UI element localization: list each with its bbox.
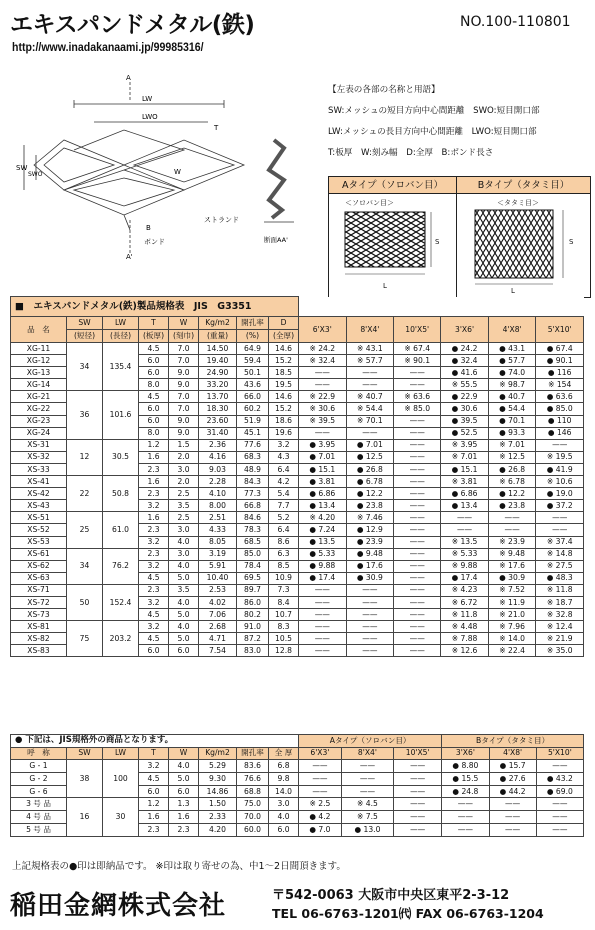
website-url[interactable]: http://www.inadakanaami.jp/99985316/ (12, 40, 204, 54)
col-name: 品 名 (11, 317, 67, 343)
table2-caption: ● 下記は、JIS規格外の商品となります。 (11, 735, 299, 748)
page-title: エキスパンドメタル(鉄) (10, 12, 255, 38)
type-a-panel: ＜ソロバン目＞ S L (329, 194, 457, 297)
label-section: 断面AA' (264, 236, 288, 244)
terms-row-2: LW:メッシュの長目方向中心間距離 LWO:短目開口部 (328, 127, 537, 137)
table-row: G - 1 38 100 3.2 4.0 5.29 83.6 6.8 —— —— —— ● 8.80 ● 15.7 —— (11, 760, 584, 773)
table-row: XG-11 34 135.4 4.5 7.0 14.50 64.9 14.6 ※ 24.2 ※ 43.1 ※ 67.4 ● 24.2 ● 43.1 ● 67.4 (11, 343, 584, 355)
label-sw: SW (16, 164, 28, 172)
label-lwo: LWO (142, 113, 158, 121)
col-b-2: 4'X8' (488, 317, 536, 343)
col-a-1: 6'X3' (299, 317, 347, 343)
table-row: XS-33 2.3 3.0 9.03 48.9 6.4 ● 15.1 ● 26.8 —— ● 15.1 ● 26.8 ● 41.9 (11, 463, 584, 475)
terms-legend (328, 80, 540, 164)
table-row: 5 号 品 2.3 2.3 4.20 60.0 6.0 ● 7.0 ● 13.0 —— —— —— —— (11, 823, 584, 836)
table-row: XS-82 4.5 5.0 4.71 87.2 10.5 —— —— —— ※ 7.88 ※ 14.0 ※ 21.9 (11, 633, 584, 645)
col-d: D (269, 317, 299, 330)
table-row: G - 6 6.0 6.0 14.86 68.8 14.0 —— —— —— ● 24.8 ● 44.2 ● 69.0 (11, 785, 584, 798)
table-row: XS-81 75 203.2 3.2 4.0 2.68 91.0 8.3 —— —— —— ※ 4.48 ※ 7.96 ※ 12.4 (11, 621, 584, 633)
table-row: XS-61 34 76.2 2.3 3.0 3.19 85.0 6.3 ● 5.33 ● 9.48 —— ※ 5.33 ※ 9.48 ※ 14.8 (11, 548, 584, 560)
spec-table2-body (11, 760, 584, 837)
table-row: XG-14 8.0 9.0 33.20 43.6 19.5 —— —— —— ※ 55.5 ※ 98.7 ※ 154 (11, 379, 584, 391)
col-a-3: 10'X5' (394, 317, 441, 343)
col-b-1: 3'X6' (441, 317, 489, 343)
label-strand: ストランド (204, 216, 239, 224)
table-row: XS-51 25 61.0 1.6 2.5 2.51 84.6 5.2 ※ 4.20 ※ 7.46 —— —— —— —— (11, 512, 584, 524)
table-row: XS-62 3.2 4.0 5.91 78.4 8.5 ● 9.88 ● 17.6 —— ※ 9.88 ※ 17.6 ※ 27.5 (11, 560, 584, 572)
mesh-diagram (14, 70, 314, 260)
table-row: XS-53 3.2 4.0 8.05 68.5 8.6 ● 13.5 ● 23.9 —— ※ 13.5 ※ 23.9 ※ 37.4 (11, 536, 584, 548)
table-row: XG-21 36 101.6 4.5 7.0 13.70 66.0 14.6 ※ 22.9 ※ 40.7 ※ 63.6 ● 22.9 ● 40.7 ● 63.6 (11, 391, 584, 403)
company-address: 〒542-0063 大阪市中央区東平2-3-12 (272, 888, 510, 903)
type-b-header: Bタイプ（タタミ目） (457, 177, 590, 194)
label-t: T (214, 124, 219, 132)
col-lw: LW (103, 317, 139, 330)
table-row: XS-71 50 152.4 2.3 3.5 2.53 89.7 7.3 —— —— —— ※ 4.23 ※ 7.52 ※ 11.8 (11, 584, 584, 596)
table-row: XS-72 3.2 4.0 4.02 86.0 8.4 —— —— —— ※ 6.72 ※ 11.9 ※ 18.7 (11, 596, 584, 608)
col-kg: Kg/m2 (199, 317, 237, 330)
table2-type-b: Bタイプ（タタミ目） (442, 735, 584, 748)
col-open: 開孔率 (237, 317, 269, 330)
terms-row-3: T:板厚 W:刻み幅 D:全厚 B:ボンド長さ (328, 148, 494, 158)
col-sw: SW (67, 317, 103, 330)
table-row: XS-42 2.3 2.5 4.10 77.3 5.4 ● 6.86 ● 12.2 —— ● 6.86 ● 12.2 ● 19.0 (11, 488, 584, 500)
table-row: XS-63 4.5 5.0 10.40 69.5 10.9 ● 17.4 ● 30.9 —— ● 17.4 ● 30.9 ● 48.3 (11, 572, 584, 584)
table-row: XS-52 2.3 3.0 4.33 78.3 6.4 ● 7.24 ● 12.9 —— —— —— —— (11, 524, 584, 536)
table-row: 4 号 品 1.6 1.6 2.33 70.0 4.0 ● 4.2 ※ 7.5 —— —— —— —— (11, 811, 584, 824)
label-swo: SWO (28, 171, 43, 178)
table-caption: ■ エキスパンドメタル(鉄)製品規格表 JIS G3351 (11, 297, 299, 317)
spec-table-non-jis: ● 下記は、JIS規格外の商品となります。 Aタイプ（ソロバン目） Bタイプ（タタミ目） 呼 称 SW LW T W Kg/m2 開孔率 全 厚 6'X3' 8'X4' 10'X5' 3'X6' 4'X8' 5'X10' G - 1 38 100 3.2 4.0 5.29 83.6 6.8 —— —— —— ● 8.80 ● 15.7 —— G - 2 4.5 5.0 9.30 76.6 9.8 —— —— —— ● 15.5 ● 27.6 ● 43.2 G - 6 6.0 6.0 14.86 68.8 14.0 —— —— —— ● 24.8 ● 44.2 ● 69.0 3 号 品 16 30 1.2 1.3 1.50 75.0 3.0 ※ 2.5 ※ 4.5 —— —— —— —— 4 号 品 1.6 1.6 2.33 70.0 4.0 ● 4.2 ※ 7.5 —— —— —— —— 5 号 品 2.3 2.3 4.20 60.0 6.0 ● 7.0 ● 13.0 —— —— —— —— (10, 734, 584, 837)
label-a: A (126, 74, 131, 82)
table-row: XS-83 6.0 6.0 7.54 83.0 12.8 —— —— —— ※ 12.6 ※ 22.4 ※ 35.0 (11, 645, 584, 657)
table2-type-a: Aタイプ（ソロバン目） (299, 735, 442, 748)
table-row: G - 2 4.5 5.0 9.30 76.6 9.8 —— —— —— ● 15.5 ● 27.6 ● 43.2 (11, 772, 584, 785)
label-b: B (146, 224, 151, 232)
tatami-mesh-image (471, 208, 581, 288)
col-w: W (169, 317, 199, 330)
soroban-mesh-image (341, 208, 446, 280)
document-number: NO.100-110801 (460, 14, 571, 30)
table-row: XS-31 12 30.5 1.2 1.5 2.36 77.6 3.2 ● 3.95 ● 7.01 —— ※ 3.95 ※ 7.01 —— (11, 439, 584, 451)
table-row: XS-73 4.5 5.0 7.06 80.2 10.7 —— —— —— ※ 11.8 ※ 21.0 ※ 32.8 (11, 609, 584, 621)
table-row: XS-32 1.6 2.0 4.16 68.3 4.3 ● 7.01 ● 12.5 —— ※ 7.01 ※ 12.5 ※ 19.5 (11, 451, 584, 463)
table-row: XG-24 8.0 9.0 31.40 45.1 19.6 —— —— —— ● 52.5 ● 93.3 ● 146 (11, 427, 584, 439)
col-b-3: 5'X10' (536, 317, 584, 343)
table-row: XS-41 22 50.8 1.6 2.0 2.28 84.3 4.2 ● 3.81 ● 6.78 —— ※ 3.81 ※ 6.78 ※ 10.6 (11, 476, 584, 488)
col-a-2: 8'X4' (346, 317, 394, 343)
table-row: 3 号 品 16 30 1.2 1.3 1.50 75.0 3.0 ※ 2.5 ※ 4.5 —— —— —— —— (11, 798, 584, 811)
terms-row-1: SW:メッシュの短目方向中心間距離 SWO:短目開口部 (328, 106, 540, 116)
spec-table-body (11, 343, 584, 657)
company-name: 稲田金網株式会社 (10, 891, 227, 921)
label-a-prime: A' (126, 253, 133, 260)
type-illustrations (328, 176, 591, 298)
label-w: W (174, 168, 181, 176)
table-row: XG-23 6.0 9.0 23.60 51.9 18.6 ※ 39.5 ※ 70.1 —— ● 39.5 ● 70.1 ● 110 (11, 415, 584, 427)
type-b-panel: ＜タタミ目＞ S L (457, 194, 590, 297)
company-phone: TEL 06-6763-1201㈹ FAX 06-6763-1204 (272, 906, 544, 921)
terms-heading: 【左表の各部の名称と用語】 (328, 85, 440, 95)
spec-table-jis: ■ エキスパンドメタル(鉄)製品規格表 JIS G3351 品 名 SW LW T W Kg/m2 開孔率 D 6'X3' 8'X4' 10'X5' 3'X6' 4'X8' 5'X10' (短径) (長径) (板厚) (刻巾) (重量) (%) (全厚) XG-11 34 135.4 4.5 7.0 14.50 64.9 14.6 ※ 24.2 ※ 43.1 ※ 67.4 ● 24.2 ● 43.1 ● 67.4 XG-12 6.0 7.0 19.40 59.4 15.2 ※ 32.4 ※ 57.7 ※ 90.1 ● 32.4 ● 57.7 ● 90.1 XG-13 6.0 9.0 24.90 50.1 18.5 —— —— —— ● 41.6 ● 74.0 ● 116 XG-14 8.0 9.0 33.20 43.6 19.5 —— —— —— ※ 55.5 ※ 98.7 ※ 154 XG-21 36 101.6 4.5 7.0 13.70 66.0 14.6 ※ 22.9 ※ 40.7 ※ 63.6 ● 22.9 ● 40.7 ● 63.6 XG-22 6.0 7.0 18.30 60.2 15.2 ※ 30.6 ※ 54.4 ※ 85.0 ● 30.6 ● 54.4 ● 85.0 XG-23 6.0 9.0 23.60 51.9 18.6 ※ 39.5 ※ 70.1 —— ● 39.5 ● 70.1 ● 110 XG-24 8.0 9.0 31.40 45.1 19.6 —— —— —— ● 52.5 ● 93.3 ● 146 XS-31 12 30.5 1.2 1.5 2.36 77.6 3.2 ● 3.95 ● 7.01 —— ※ 3.95 ※ 7.01 —— XS-32 1.6 2.0 4.16 68.3 4.3 ● 7.01 ● 12.5 —— ※ 7.01 ※ 12.5 ※ 19.5 XS-33 2.3 3.0 9.03 48.9 6.4 ● 15.1 ● 26.8 —— ● 15.1 ● 26.8 ● 41.9 XS-41 22 50.8 1.6 2.0 2.28 84.3 4.2 ● 3.81 ● 6.78 —— ※ 3.81 ※ 6.78 ※ 10.6 XS-42 2.3 2.5 4.10 77.3 5.4 ● 6.86 ● 12.2 —— ● 6.86 ● 12.2 ● 19.0 XS-43 3.2 3.5 8.00 66.8 7.7 ● 13.4 ● 23.8 —— ● 13.4 ● 23.8 ● 37.2 XS-51 25 61.0 1.6 2.5 2.51 84.6 5.2 ※ 4.20 ※ 7.46 —— —— —— —— XS-52 2.3 3.0 4.33 78.3 6.4 ● 7.24 ● 12.9 —— —— —— —— XS-53 3.2 4.0 8.05 68.5 8.6 ● 13.5 ● 23.9 —— ※ 13.5 ※ 23.9 ※ 37.4 XS-61 34 76.2 2.3 3.0 3.19 85.0 6.3 ● 5.33 ● 9.48 —— ※ 5.33 ※ 9.48 ※ 14.8 XS-62 3.2 4.0 5.91 78.4 8.5 ● 9.88 ● 17.6 —— ※ 9.88 ※ 17.6 ※ 27.5 XS-63 4.5 5.0 10.40 69.5 10.9 ● 17.4 ● 30.9 —— ● 17.4 ● 30.9 ● 48.3 XS-71 50 152.4 2.3 3.5 2.53 89.7 7.3 —— —— —— ※ 4.23 ※ 7.52 ※ 11.8 XS-72 3.2 4.0 4.02 86.0 8.4 —— —— —— ※ 6.72 ※ 11.9 ※ 18.7 XS-73 4.5 5.0 7.06 80.2 10.7 —— —— —— ※ 11.8 ※ 21.0 ※ 32.8 XS-81 75 203.2 3.2 4.0 2.68 91.0 8.3 —— —— —— ※ 4.48 ※ 7.96 ※ 12.4 XS-82 4.5 5.0 4.71 87.2 10.5 —— —— —— ※ 7.88 ※ 14.0 ※ 21.9 XS-83 6.0 6.0 7.54 83.0 12.8 —— —— —— ※ 12.6 ※ 22.4 ※ 35.0 (10, 296, 584, 657)
footnote: 上記規格表の●印は即納品です。 ※印は取り寄せの為、中1～2日間頂きます。 (12, 861, 346, 872)
table-row: XG-13 6.0 9.0 24.90 50.1 18.5 —— —— —— ● 41.6 ● 74.0 ● 116 (11, 367, 584, 379)
label-bond: ボンド (144, 238, 165, 246)
table-row: XS-43 3.2 3.5 8.00 66.8 7.7 ● 13.4 ● 23.8 —— ● 13.4 ● 23.8 ● 37.2 (11, 500, 584, 512)
label-lw: LW (142, 95, 153, 103)
type-a-header: Aタイプ（ソロバン目） (329, 177, 457, 194)
table-row: XG-12 6.0 7.0 19.40 59.4 15.2 ※ 32.4 ※ 57.7 ※ 90.1 ● 32.4 ● 57.7 ● 90.1 (11, 355, 584, 367)
col-t: T (139, 317, 169, 330)
table-row: XG-22 6.0 7.0 18.30 60.2 15.2 ※ 30.6 ※ 54.4 ※ 85.0 ● 30.6 ● 54.4 ● 85.0 (11, 403, 584, 415)
